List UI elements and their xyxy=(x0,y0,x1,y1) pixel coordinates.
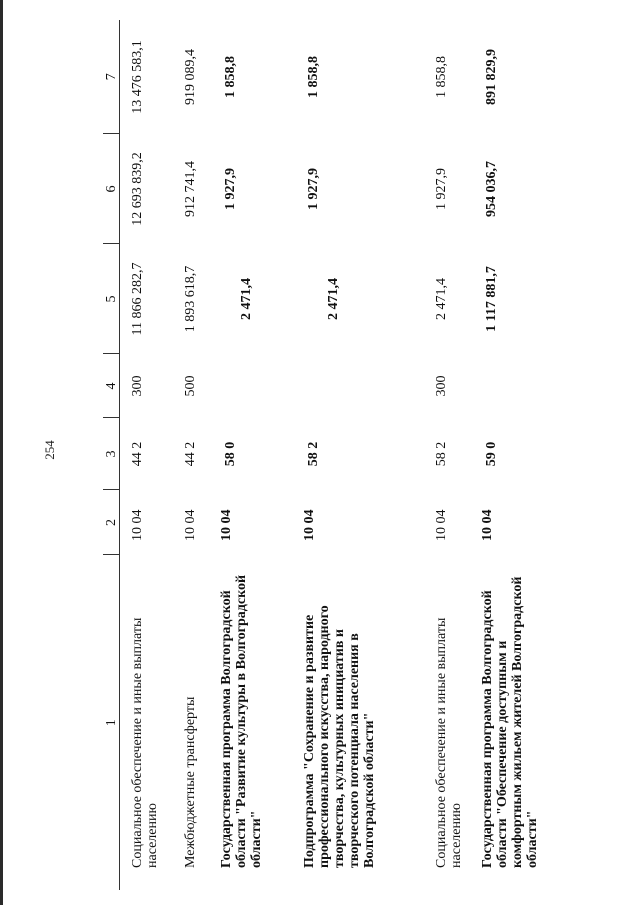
page-number: 254 xyxy=(42,440,57,460)
budget-table xyxy=(103,20,550,890)
row-value-5: 1 893 618,7 xyxy=(182,265,198,333)
row-target-article: 59 0 xyxy=(483,441,499,467)
row-value-5: 11 866 282,7 xyxy=(130,262,145,336)
row-value-6: 1 927,9 xyxy=(305,168,321,210)
row-name: Социальное обеспечение и иные выплаты населению xyxy=(433,617,464,868)
row-section-code: 10 04 xyxy=(479,509,495,541)
table-row xyxy=(424,20,474,890)
row-section-code: 10 04 xyxy=(130,509,145,541)
col-header-2: 2 xyxy=(103,490,120,555)
col-header-6: 6 xyxy=(103,134,120,244)
row-value-6: 1 927,9 xyxy=(433,168,449,210)
row-name: Межбюджетные трансферты xyxy=(182,696,198,868)
row-target-article: 44 2 xyxy=(130,441,145,467)
row-value-6: 1 927,9 xyxy=(222,168,238,210)
table-row xyxy=(296,20,424,890)
row-section-code: 10 04 xyxy=(433,509,449,541)
row-value-7: 13 476 583,1 xyxy=(130,40,145,114)
row-value-7: 1 858,8 xyxy=(433,56,449,98)
col-header-5: 5 xyxy=(103,244,120,354)
row-name: Подпрограмма "Сохранение и развитие профессионального искусства, народного творчества, культурных инициатив и творческого потенциала населения в Волгоградской области" xyxy=(301,605,377,868)
row-value-7: 1 858,8 xyxy=(305,56,321,98)
row-value-6: 954 036,7 xyxy=(483,161,499,217)
table-row xyxy=(173,20,213,890)
row-name: Государственная программа Волгоградской области "Развитие культуры в Волгоградской области" xyxy=(218,574,264,868)
table-row xyxy=(213,20,296,890)
row-value-5: 1 117 881,7 xyxy=(483,266,499,332)
row-value-6: 912 741,4 xyxy=(182,161,198,217)
row-target-article: 58 2 xyxy=(433,441,449,467)
col-header-3: 3 xyxy=(103,418,120,490)
row-name: Государственная программа Волгоградской области "Обеспечение доступным и комфортным жильем жителей Волгоградской области" xyxy=(479,576,540,868)
row-section-code: 10 04 xyxy=(182,509,198,541)
row-value-7: 891 829,9 xyxy=(483,49,499,105)
row-section-code: 10 04 xyxy=(218,509,234,541)
scan-edge xyxy=(0,0,3,905)
row-expense-kind: 500 xyxy=(182,375,198,397)
row-expense-kind xyxy=(296,354,424,418)
rotated-table-container xyxy=(103,20,540,890)
row-value-7: 919 089,4 xyxy=(182,49,198,105)
row-target-article: 58 2 xyxy=(305,441,321,467)
row-expense-kind xyxy=(213,354,296,418)
row-expense-kind: 300 xyxy=(433,375,449,397)
row-expense-kind xyxy=(474,354,550,418)
row-value-6: 12 693 839,2 xyxy=(130,152,145,226)
row-value-7: 1 858,8 xyxy=(222,56,238,98)
row-target-article: 58 0 xyxy=(222,441,238,467)
row-expense-kind: 300 xyxy=(130,375,145,397)
row-value-5: 2 471,4 xyxy=(325,278,341,320)
header-row xyxy=(103,20,120,890)
row-target-article: 44 2 xyxy=(182,441,198,467)
col-header-1: 1 xyxy=(103,555,120,890)
col-header-4: 4 xyxy=(103,354,120,418)
col-header-7: 7 xyxy=(103,20,120,134)
row-name: Социальное обеспечение и иные выплаты населению xyxy=(130,617,160,868)
row-value-5: 2 471,4 xyxy=(433,278,449,320)
row-value-5: 2 471,4 xyxy=(238,278,254,320)
row-section-code: 10 04 xyxy=(301,509,317,541)
table-row xyxy=(120,20,173,890)
table-row xyxy=(474,20,550,890)
